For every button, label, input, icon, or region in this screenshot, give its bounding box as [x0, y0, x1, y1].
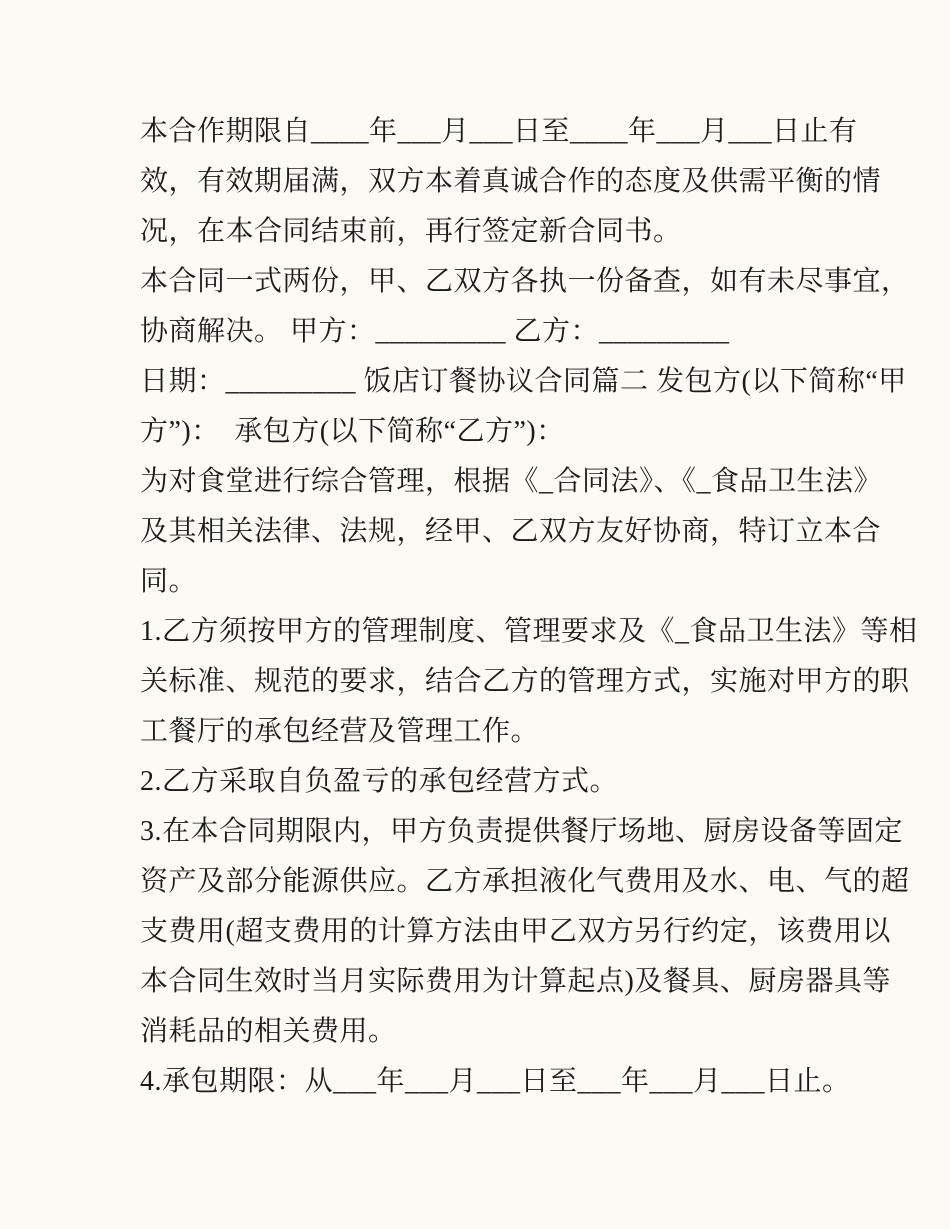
text-line: 同。	[140, 566, 198, 597]
text-line: 日期：_________ 饭店订餐协议合同篇二 发包方(以下简称“甲	[140, 366, 907, 397]
text-line: 资产及部分能源供应。乙方承担液化气费用及水、电、气的超	[140, 866, 910, 897]
text-line: 效，有效期届满，双方本着真诚合作的态度及供需平衡的情	[140, 166, 882, 197]
text-line: 本合作期限自____年___月___日至____年___月___日止有	[140, 116, 858, 147]
text-line: 况，在本合同结束前，再行签定新合同书。	[140, 216, 682, 247]
text-line: 1.乙方须按甲方的管理制度、管理要求及《_食品卫生法》等相	[140, 616, 918, 647]
text-line: 2.乙方采取自负盈亏的承包经营方式。	[140, 766, 619, 797]
text-line: 方”)： 承包方(以下简称“乙方”)：	[140, 416, 565, 447]
text-line: 3.在本合同期限内，甲方负责提供餐厅场地、厨房设备等固定	[140, 816, 904, 847]
text-line: 关标准、规范的要求，结合乙方的管理方式，实施对甲方的职	[140, 666, 910, 697]
text-line: 消耗品的相关费用。	[140, 1016, 397, 1047]
text-line: 4.承包期限：从___年___月___日至___年___月___日止。	[140, 1066, 851, 1097]
text-line: 本合同生效时当月实际费用为计算起点)及餐具、厨房器具等	[140, 966, 891, 997]
text-line: 为对食堂进行综合管理，根据《_合同法》、《_食品卫生法》	[140, 466, 883, 497]
text-line: 本合同一式两份，甲、乙双方各执一份备查，如有未尽事宜，	[140, 266, 910, 297]
text-line: 协商解决。 甲方：_________ 乙方：_________	[140, 316, 730, 347]
text-line: 及其相关法律、法规，经甲、乙双方友好协商，特订立本合	[140, 516, 882, 547]
text-line: 工餐厅的承包经营及管理工作。	[140, 716, 540, 747]
text-line: 支费用(超支费用的计算方法由甲乙双方另行约定，该费用以	[140, 916, 891, 947]
contract-body	[140, 107, 918, 1107]
